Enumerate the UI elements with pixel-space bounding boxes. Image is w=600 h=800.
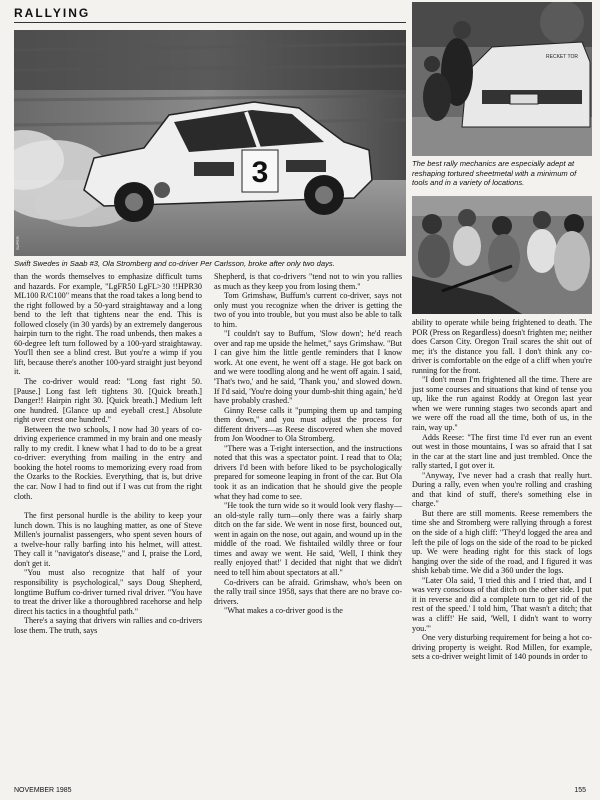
paragraph: ability to operate while being frightened to death. The POR (Press on Regardless) doesn't frighten me; neither does Carson City. Oregon Trail scares the shit out of me; it's the distance you fall. I don't think any co-driver is comfortable on the edge of a cliff when you're running for the front. [412, 318, 592, 375]
mechanics-photo [412, 2, 592, 156]
paragraph: "There was a T-right intersection, and the instructions noted that this was a spectator point. I read that to Ola; drivers I'd been with before liked to be psychologically prepared for someone leaping in front of the car. But Ola took it as an indication that he should give the people what they had come to see. [214, 443, 402, 501]
paragraph: "Anyway, I've never had a crash that really hurt. During a rally, even when you're rolling and crashing and that kind of stuff, there's something else in charge." [412, 470, 592, 509]
footer-date: NOVEMBER 1985 [14, 787, 72, 794]
header-rule [14, 22, 406, 23]
paragraph: Tom Grimshaw, Buffum's current co-driver, says not only must you recognize when the driver is getting the two of you into trouble, but you must also be able to talk to him. [214, 291, 402, 329]
paragraph: Between the two schools, I now had 30 years of co-driving experience crammed in my brain and one measly rally to my credit. I knew what I had to do to be a great co-driver: everything from mailing in the entry and booking the hotel rooms to memorizing every road from the Ozarks to the Rockies. Everything, that is, but drive the car. Now I had to find out if I was cut from the right cloth. [14, 424, 202, 501]
paragraph: The co-driver would read: "Long fast right 50. [Pause.] Long fast left tightens 30. [Quick breath.] Danger!! Hairpin right 30. [Quick breath.] Medium left one hundred. [Glance up and eyeball crest.] Absolute right over crest one hundred." [14, 377, 202, 425]
crowd-photo [412, 196, 592, 314]
article-column-1 [14, 272, 202, 635]
mechanics-photo-caption: The best rally mechanics are especially adept at reshaping tortured sheetmetal with a minimum of tools and in a variety of locations. [412, 159, 577, 188]
paragraph: One very disturbing requirement for being a hot co-driving property is weight. Rod Millen, for example, sets a co-driver weight limit of 140 pounds in order to [412, 633, 592, 662]
paragraph: "He took the turn wide so it would look very flashy—an old-style rally turn—only there was a fairly sharp ditch on the far side. We went in nose first, bounced out, went in again on the nose, out again, and wound up in the middle of the road. We fishtailed wildly three or four times and away we went. He said, 'Well, I think they really enjoyed that!' I decided that night that we didn't need to tell him about spectators at all." [214, 501, 402, 577]
paragraph: "What makes a co-driver good is the [224, 606, 343, 616]
paragraph: "Later Ola said, 'I tried this and I tried that, and I was very conscious of that ditch on the other side. I put it in reverse and did a complete turn to get rid of the rest of the speed.' I told him, 'That wasn't a ditch; that was a cliff!' He said, 'Well, I didn't want to worry you.'" [412, 575, 592, 633]
paragraph: "You must also recognize that half of your responsibility is psychological," says Doug Shepherd, longtime Buffum co-driver turned rival driver. "You have to treat the driver like a thoroughbred racehorse and help direct his tactics in a thoughtful path." [14, 568, 202, 616]
paragraph: There's a saying that drivers win rallies and co-drivers lose them. The truth, says [14, 616, 202, 635]
paragraph: But there are still moments. Reese remembers the time she and Stromberg were rallying through a forest on the side of a high cliff: "They'd logged the area and left the pile of logs on the side of the road to be picked up. We were heading right for this stack of logs hanging over the side of the road, and I figured it was shish kebab time. We did a 360 under the logs. [412, 508, 592, 576]
mechanics-car-plate: RECKET TOR [546, 54, 578, 60]
paragraph: Shepherd, is that co-drivers "tend not to win you rallies as much as they keep you from losing them." [214, 272, 402, 291]
article-column-2 [214, 272, 402, 616]
page-number: 155 [574, 787, 586, 794]
article-column-3 [412, 318, 592, 662]
paragraph: Adds Reese: "The first time I'd ever run an event out west in those mountains, I was so afraid that I sat in the car at the start line and just trembled. Once the rally started, I got over it. [412, 432, 592, 471]
paragraph: Ginny Reese calls it "pumping them up and tamping them down," and you must adjust the process for different drivers—as Reese discovered when she moved from Jon Woodner to Ola Stromberg. [214, 405, 402, 444]
main-rally-car-photo [14, 30, 406, 256]
crowd-illustration [412, 196, 592, 314]
paragraph: The first personal hurdle is the ability to keep your lunch down. This is no laughing matter, as one of Steve Millen's journalist passengers, who spent seven hours of a twelve-hour rally barfing into his helmet, will attest. They call it "navigator's disease," and I, praise the Lord, don't get it. [14, 511, 202, 568]
main-photo-caption: Swift Swedes in Saab #3, Ola Stromberg and co-driver Per Carlsson, broke after only two days. [14, 259, 335, 268]
car-number: 3 [251, 156, 269, 189]
rally-car-illustration [14, 30, 406, 256]
paragraph: "I don't mean I'm frightened all the time. There are just some courses and situations that kind of tense you up, like the run against Roddy at Oregon last year when we were running stages two seconds apart and we were off the road all the time, both of us, in the rain, way up." [412, 375, 592, 433]
paragraph: than the words themselves to emphasize difficult turns and hazards. For example, "LgFR50 LgFL>30 !!HPR30 ML100 R/C100" means that the road takes a long bend to the right followed by a 50-yard straightaway and a long bend to the left that tightens near the end. This is followed closely (in 30 yards) by an extremely dangerous hairpin turn to the right. The road unbends, then makes a 60-degree left turn followed by a 100-yard straightaway. You'll then see a blind crest. But you're a wimp if you lift, because there's another 100-yard straight just beyond it. [14, 272, 202, 377]
paragraph: "I couldn't say to Buffum, 'Slow down'; he'd reach over and rap me upside the helmet," says Grimshaw. "But I can give him the little gentle reminders that I know work. At one event, he went off a stage. He got back on and we were toodling along and he went off again. I said, 'That's two,' and he said, 'Thank you,' and slowed down. If I'd said, 'You're doing your dumb-shit thing again,' he'd have probably crashed." [214, 329, 402, 406]
mechanics-photo-credit: DICK OSCAR [582, 97, 587, 122]
mechanics-illustration [412, 2, 592, 156]
photo-credit: SUPER [15, 236, 20, 250]
section-header: RALLYING [14, 6, 91, 20]
paragraph: Co-drivers can be afraid. Grimshaw, who's been on the rally trail since 1958, says that there are no brave co-drivers. [214, 577, 402, 606]
